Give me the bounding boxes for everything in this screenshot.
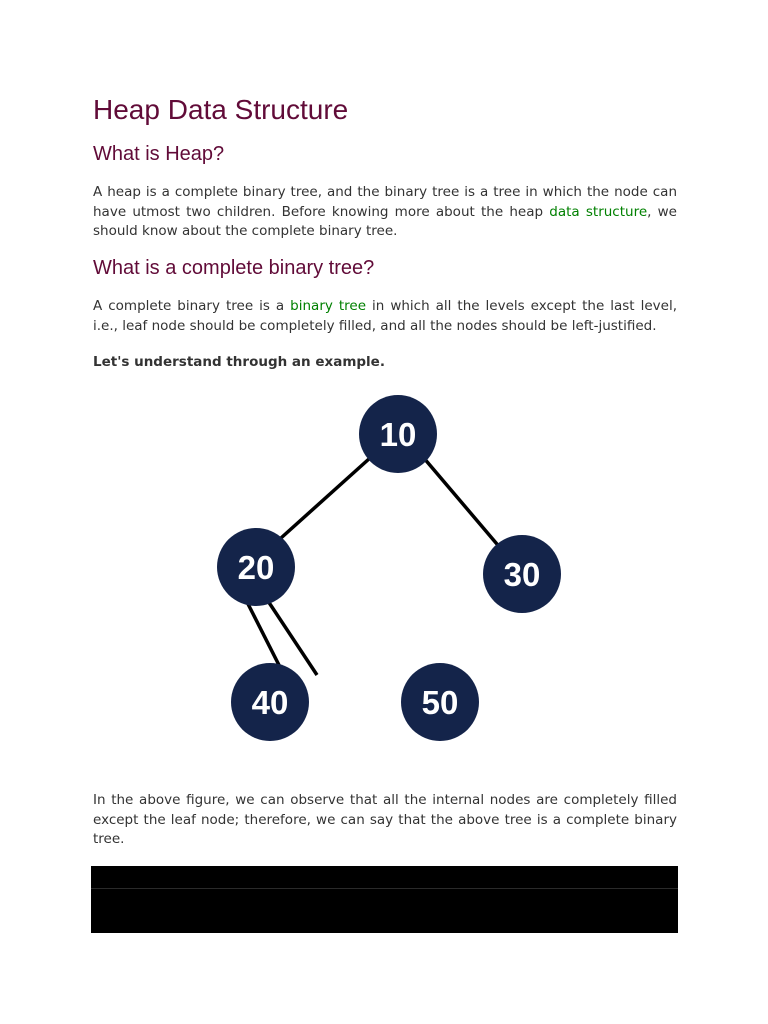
- tree-node-20: [217, 528, 295, 606]
- paragraph-text: A heap is a complete binary tree, and the binary tree is a tree in which the node can have utmost two children. Before knowing more about the heap: [93, 184, 677, 220]
- binary-tree-figure: [193, 385, 693, 755]
- tree-node-30: [483, 535, 561, 613]
- data-structure-link[interactable]: data structure: [549, 203, 648, 220]
- tree-node-label: 10: [379, 416, 417, 453]
- paragraph-text: A complete binary tree is a: [93, 298, 291, 314]
- complete-binary-tree-paragraph: [93, 297, 677, 336]
- conclusion-paragraph: In the above figure, we can observe that all the internal nodes are completely filled except the leaf node; therefore, we can say that the above tree is a complete binary tree.: [93, 792, 677, 847]
- heap-definition-paragraph: [93, 183, 677, 242]
- tree-node-label: 30: [503, 556, 541, 593]
- tree-node-label: 20: [237, 549, 275, 586]
- section-heading-complete-binary-tree: What is a complete binary tree?: [93, 257, 375, 279]
- tree-edge-root-right: [423, 457, 502, 550]
- code-block-divider: [91, 888, 678, 889]
- section-heading-what-is-heap: What is Heap?: [93, 143, 225, 165]
- binary-tree-diagram: [193, 385, 693, 755]
- paragraph-text: in which all the levels except the last level, i.e., leaf node should be completely filled, and all the nodes should be left-justified.: [93, 298, 677, 334]
- tree-node-50: [401, 663, 479, 741]
- tree-edge-root-left: [281, 458, 370, 538]
- binary-tree-link[interactable]: binary tree: [290, 298, 367, 314]
- tree-node-10: [359, 395, 437, 473]
- page-title: Heap Data Structure: [93, 94, 349, 125]
- code-block: [91, 866, 678, 933]
- paragraph-text: , we should know about the complete binary tree.: [93, 203, 677, 239]
- tree-node-label: 50: [421, 684, 459, 721]
- tree-node-label: 40: [251, 684, 289, 721]
- example-intro: Let's understand through an example.: [93, 354, 385, 370]
- tree-node-40: [231, 663, 309, 741]
